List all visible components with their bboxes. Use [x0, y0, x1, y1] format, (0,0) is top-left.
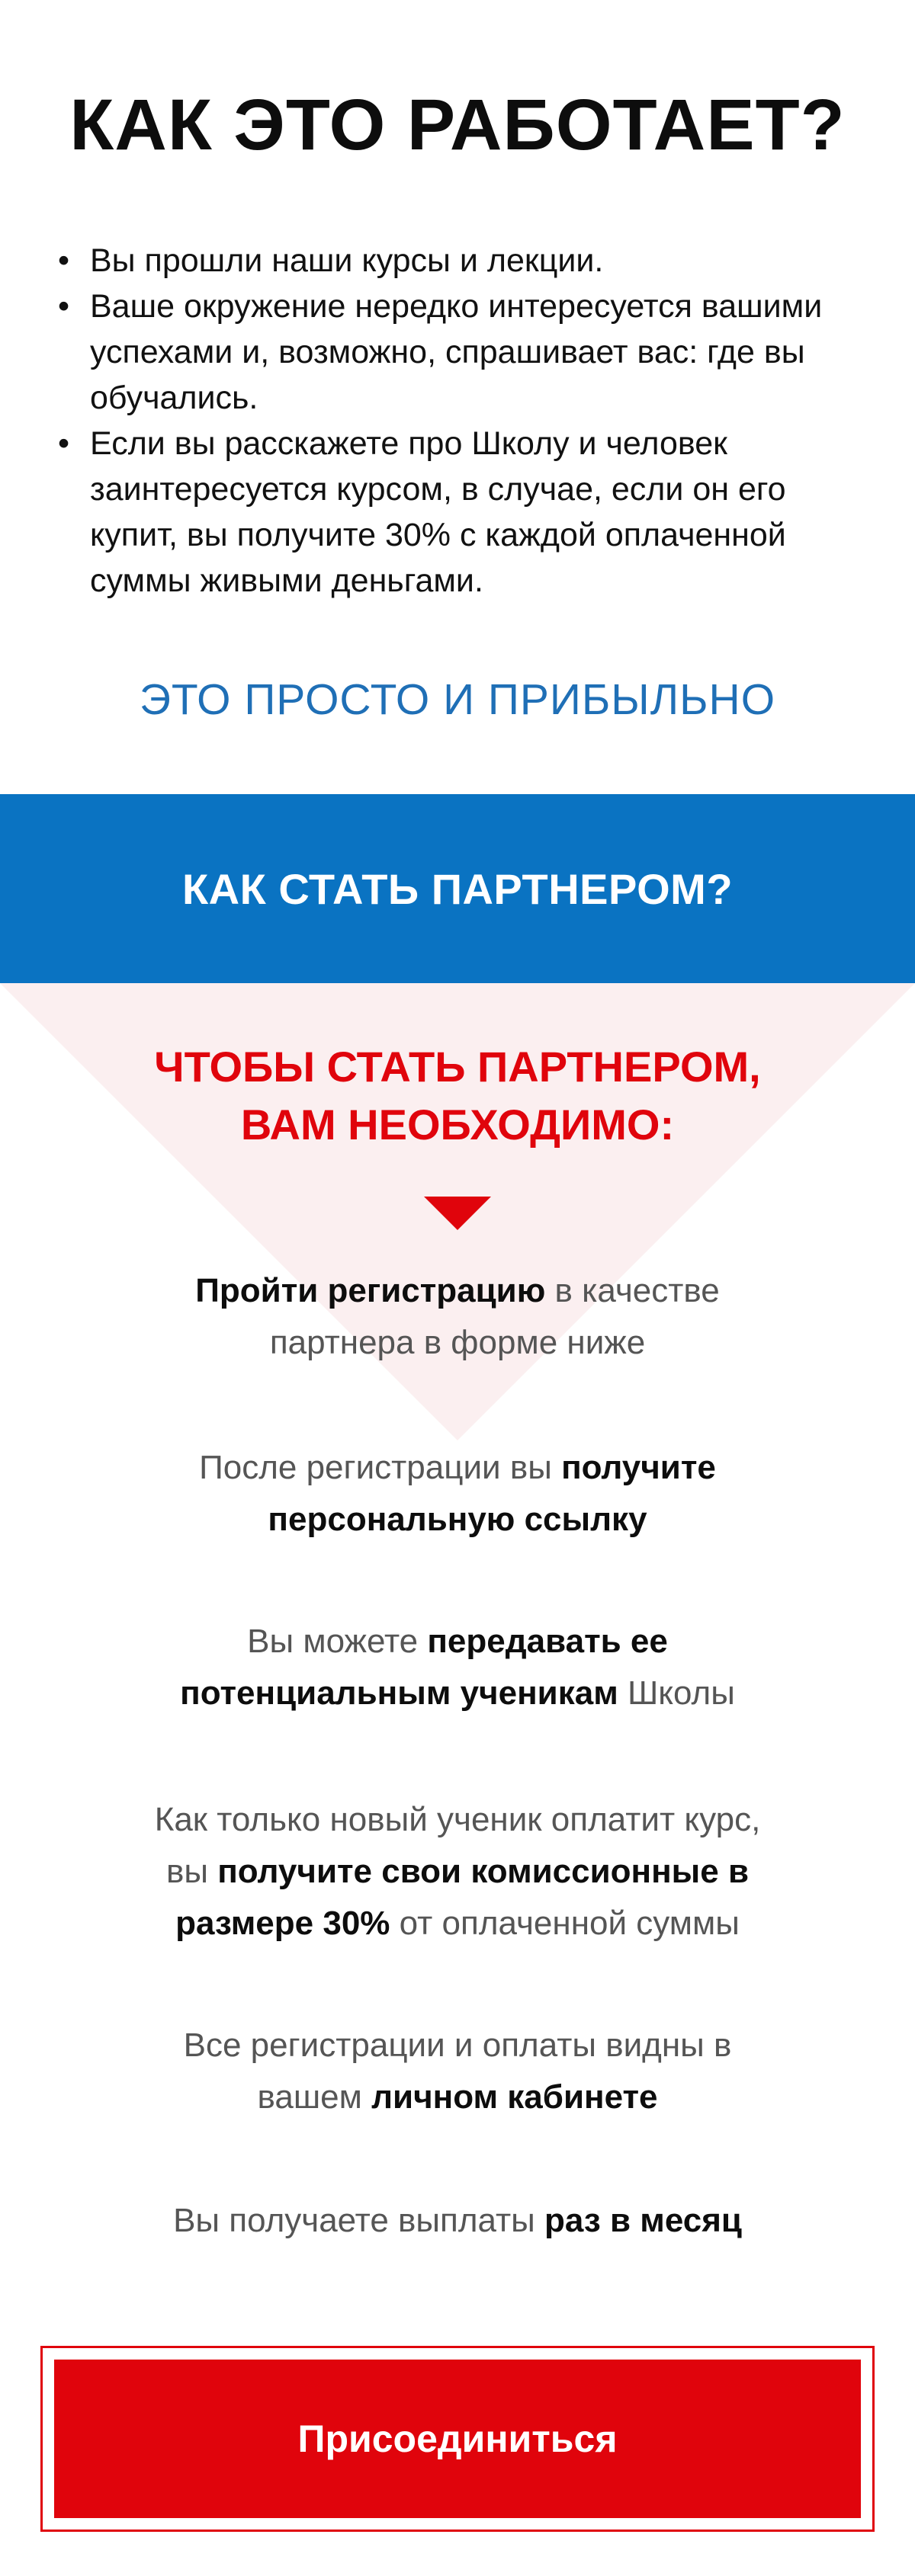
- step-item: [92, 2020, 824, 2123]
- list-item-text: Ваше окружение нередко интересуется вашими успехами и, возможно, спрашивает вас: где вы обучались.: [90, 288, 823, 416]
- requirements-heading-line: ВАМ НЕОБХОДИМО:: [240, 1101, 675, 1149]
- step-text: Школы: [618, 1674, 735, 1712]
- step-text-bold: размере 30%: [175, 1905, 390, 1942]
- step-line: [92, 1265, 824, 1317]
- how-it-works-title: КАК ЭТО РАБОТАЕТ?: [69, 85, 846, 165]
- step-text-bold: потенциальным ученикам: [180, 1674, 618, 1712]
- arrow-down-icon: [424, 1197, 491, 1230]
- list-item-text: Вы прошли наши курсы и лекции.: [90, 242, 604, 279]
- step-line: [92, 1494, 824, 1546]
- step-item: [92, 1794, 824, 1950]
- list-item: [53, 421, 869, 604]
- step-line: [92, 1317, 824, 1369]
- step-line: [92, 1898, 824, 1950]
- requirements-heading-line: ЧТОБЫ СТАТЬ ПАРТНЕРОМ,: [154, 1043, 761, 1091]
- step-text: партнера в форме ниже: [269, 1324, 646, 1361]
- step-text-bold: передавать ее: [427, 1623, 668, 1660]
- step-item: [92, 1616, 824, 1719]
- step-text: вашем: [257, 2078, 372, 2116]
- bullet-icon: •: [58, 425, 70, 462]
- step-text-bold: получите свои комиссионные в: [217, 1853, 750, 1890]
- step-line: [92, 1794, 824, 1846]
- bullet-icon: •: [58, 288, 70, 325]
- step-text: После регистрации вы: [199, 1449, 562, 1486]
- step-text: Вы можете: [247, 1623, 428, 1660]
- step-item: [92, 1442, 824, 1546]
- list-item: [53, 238, 869, 284]
- how-it-works-list: [53, 238, 869, 604]
- join-button[interactable]: Присоединиться: [54, 2360, 861, 2518]
- step-text: Как только новый ученик оплатит курс,: [154, 1801, 761, 1838]
- step-line: [92, 1616, 824, 1668]
- list-item: [53, 284, 869, 421]
- step-item: [92, 1265, 824, 1369]
- step-text: от оплаченной суммы: [390, 1905, 740, 1942]
- step-line: [92, 2195, 824, 2247]
- step-text-bold: личном кабинете: [371, 2078, 658, 2116]
- step-line: [92, 1668, 824, 1719]
- bullet-icon: •: [58, 242, 70, 279]
- step-line: [92, 2071, 824, 2123]
- step-line: [92, 2020, 824, 2071]
- step-text-bold: персональную ссылку: [268, 1501, 647, 1538]
- requirements-heading: [0, 1038, 915, 1154]
- step-text-bold: получите: [561, 1449, 716, 1486]
- partner-header-band: [0, 794, 915, 983]
- list-item-text: Если вы расскажете про Школу и человек заинтересуется курсом, в случае, если он его купит, вы получите 30% с каждой оплаченной суммы живыми деньгами.: [90, 425, 786, 599]
- step-line: [92, 1442, 824, 1494]
- step-text-bold: раз в месяц: [544, 2202, 742, 2239]
- step-text: вы: [165, 1853, 218, 1890]
- step-line: [92, 1846, 824, 1898]
- partner-band-title: КАК СТАТЬ ПАРТНЕРОМ?: [181, 864, 734, 913]
- step-text-bold: Пройти регистрацию: [195, 1272, 546, 1309]
- step-text: Вы получаете выплаты: [173, 2202, 545, 2239]
- step-item: [92, 2195, 824, 2247]
- tagline: ЭТО ПРОСТО И ПРИБЫЛЬНО: [139, 675, 776, 724]
- step-text: Все регистрации и оплаты видны в: [183, 2027, 732, 2064]
- step-text: в качестве: [545, 1272, 720, 1309]
